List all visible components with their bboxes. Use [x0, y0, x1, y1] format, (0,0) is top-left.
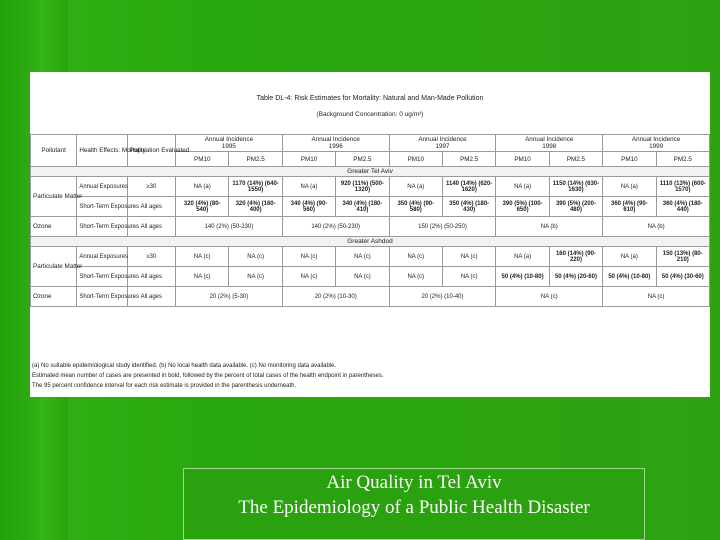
merged-value-cell: 20 (2%) (5-30) [176, 287, 283, 307]
value-cell: NA (c) [229, 267, 282, 287]
effect-cell: Short-Term Exposures [77, 267, 127, 287]
value-cell: 340 (4%) (90-560) [282, 197, 335, 217]
value-cell: 360 (4%) (90-610) [603, 197, 656, 217]
value-cell: NA (c) [336, 267, 389, 287]
year-header [282, 135, 389, 152]
footnote-3: The 95 percent confidence interval for each risk estimate is provided in the parenthesis underneath. [32, 383, 297, 389]
value-cell: 50 (4%) (10-80) [496, 267, 549, 287]
effect-cell: Annual Exposures [77, 177, 127, 197]
value-cell: NA (a) [389, 177, 442, 197]
pm10-header: PM10 [496, 152, 549, 167]
pm25-header: PM2.5 [656, 152, 709, 167]
annual-incidence-label: Annual Incidence [418, 136, 467, 143]
caption-line-2: The Epidemiology of a Public Health Disaster [238, 497, 590, 518]
pollutant-cell: Ozone [31, 217, 77, 237]
effect-cell: Short-Term Exposures [77, 287, 127, 307]
effect-cell: Annual Exposures [77, 247, 127, 267]
risk-table [30, 134, 710, 307]
year-header [603, 135, 710, 152]
city-row [31, 167, 710, 177]
value-cell: NA (c) [176, 247, 229, 267]
slide-caption [183, 468, 645, 540]
pm10-header: PM10 [603, 152, 656, 167]
value-cell: 350 (4%) (180-430) [442, 197, 495, 217]
value-cell: NA (a) [603, 177, 656, 197]
table-panel [30, 72, 710, 397]
value-cell: NA (c) [442, 267, 495, 287]
value-cell: NA (c) [389, 267, 442, 287]
year-label: 1997 [435, 143, 450, 150]
value-cell: 50 (4%) (30-60) [656, 267, 709, 287]
annual-incidence-label: Annual Incidence [631, 136, 681, 143]
value-cell: 50 (4%) (20-60) [549, 267, 602, 287]
value-cell: 1170 (14%) (640-1550) [229, 177, 282, 197]
footnote-2: Estimated mean number of cases are presented in bold, followed by the percent of total cases of the health endpoint in parentheses. [32, 373, 384, 379]
footnote-1: (a) No suitable epidemiological study identified. (b) No local health data available. (c) No monitoring data available. [32, 363, 337, 369]
year-label: 1999 [649, 143, 664, 150]
value-cell: NA (a) [496, 177, 549, 197]
city-row [31, 237, 710, 247]
pollutant-cell: Particulate Matter [31, 177, 77, 217]
table-title: Table DL-4: Risk Estimates for Mortality: Natural and Man-Made Pollution [256, 95, 484, 102]
city-label: Greater Ashdod [31, 237, 710, 247]
population-cell: ≥30 [127, 247, 175, 267]
value-cell: 340 (4%) (180-410) [336, 197, 389, 217]
population-cell: All ages [127, 267, 175, 287]
health-effects-header: Health Effects: Mortality [77, 135, 127, 167]
year-header [176, 135, 283, 152]
population-cell: All ages [127, 287, 175, 307]
value-cell: 390 (5%) (200-480) [549, 197, 602, 217]
value-cell: 920 (11%) (500-1320) [336, 177, 389, 197]
pm25-header: PM2.5 [229, 152, 282, 167]
merged-value-cell: NA (c) [496, 287, 603, 307]
year-label: 1998 [542, 143, 557, 150]
pollutant-cell: Particulate Matter [31, 247, 77, 287]
value-cell: 350 (4%) (90-580) [389, 197, 442, 217]
effect-cell: Short-Term Exposures [77, 217, 127, 237]
value-cell: 50 (4%) (10-80) [603, 267, 656, 287]
annual-incidence-label: Annual Incidence [525, 136, 574, 143]
value-cell: 320 (4%) (160-400) [229, 197, 282, 217]
caption-line-1: Air Quality in Tel Aviv [326, 472, 502, 493]
table-row [31, 247, 710, 267]
value-cell: 360 (4%) (180-440) [656, 197, 709, 217]
value-cell: NA (a) [282, 177, 335, 197]
value-cell: 320 (4%) (80-540) [176, 197, 229, 217]
annual-incidence-label: Annual Incidence [311, 136, 360, 143]
value-cell: 390 (5%) (100-650) [496, 197, 549, 217]
value-cell: NA (c) [389, 247, 442, 267]
value-cell: NA (c) [282, 247, 335, 267]
value-cell: NA (a) [176, 177, 229, 197]
pm10-header: PM10 [389, 152, 442, 167]
effect-cell: Short-Term Exposures [77, 197, 127, 217]
merged-value-cell: 140 (2%) (50-230) [282, 217, 389, 237]
value-cell: 160 (14%) (90-220) [549, 247, 602, 267]
table-subtitle: (Background Concentration: 0 ug/m³) [316, 111, 424, 118]
city-label: Greater Tel Aviv [31, 167, 710, 177]
population-header: Population Evaluated [127, 135, 175, 167]
value-cell: NA (c) [442, 247, 495, 267]
table-row [31, 177, 710, 197]
pm25-header: PM2.5 [549, 152, 602, 167]
value-cell: NA (c) [229, 247, 282, 267]
pollutant-header: Pollutant [31, 135, 77, 167]
pm10-header: PM10 [176, 152, 229, 167]
header-row [31, 135, 710, 152]
pm25-header: PM2.5 [336, 152, 389, 167]
pm10-header: PM10 [282, 152, 335, 167]
merged-value-cell: 20 (2%) (10-30) [282, 287, 389, 307]
merged-value-cell: 20 (2%) (10-40) [389, 287, 496, 307]
value-cell: NA (c) [336, 247, 389, 267]
value-cell: 150 (13%) (80-210) [656, 247, 709, 267]
population-cell: All ages [127, 217, 175, 237]
value-cell: 1150 (14%) (630-1630) [549, 177, 602, 197]
value-cell: NA (a) [603, 247, 656, 267]
table-row [31, 197, 710, 217]
merged-value-cell: NA (c) [603, 287, 710, 307]
merged-value-cell: NA (b) [603, 217, 710, 237]
pm25-header: PM2.5 [442, 152, 495, 167]
pollutant-cell: Ozone [31, 287, 77, 307]
value-cell: NA (a) [496, 247, 549, 267]
population-cell: All ages [127, 197, 175, 217]
year-header [389, 135, 496, 152]
merged-value-cell: 140 (2%) (50-230) [176, 217, 283, 237]
year-header [496, 135, 603, 152]
value-cell: NA (c) [282, 267, 335, 287]
table-row [31, 217, 710, 237]
value-cell: 1110 (13%) (600-1570) [656, 177, 709, 197]
value-cell: NA (c) [176, 267, 229, 287]
table-row [31, 287, 710, 307]
merged-value-cell: NA (b) [496, 217, 603, 237]
merged-value-cell: 150 (2%) (50-250) [389, 217, 496, 237]
year-label: 1996 [328, 143, 343, 150]
population-cell: ≥30 [127, 177, 175, 197]
table-row [31, 267, 710, 287]
annual-incidence-label: Annual Incidence [204, 136, 254, 143]
value-cell: 1140 (14%) (620-1620) [442, 177, 495, 197]
year-label: 1995 [221, 143, 236, 150]
